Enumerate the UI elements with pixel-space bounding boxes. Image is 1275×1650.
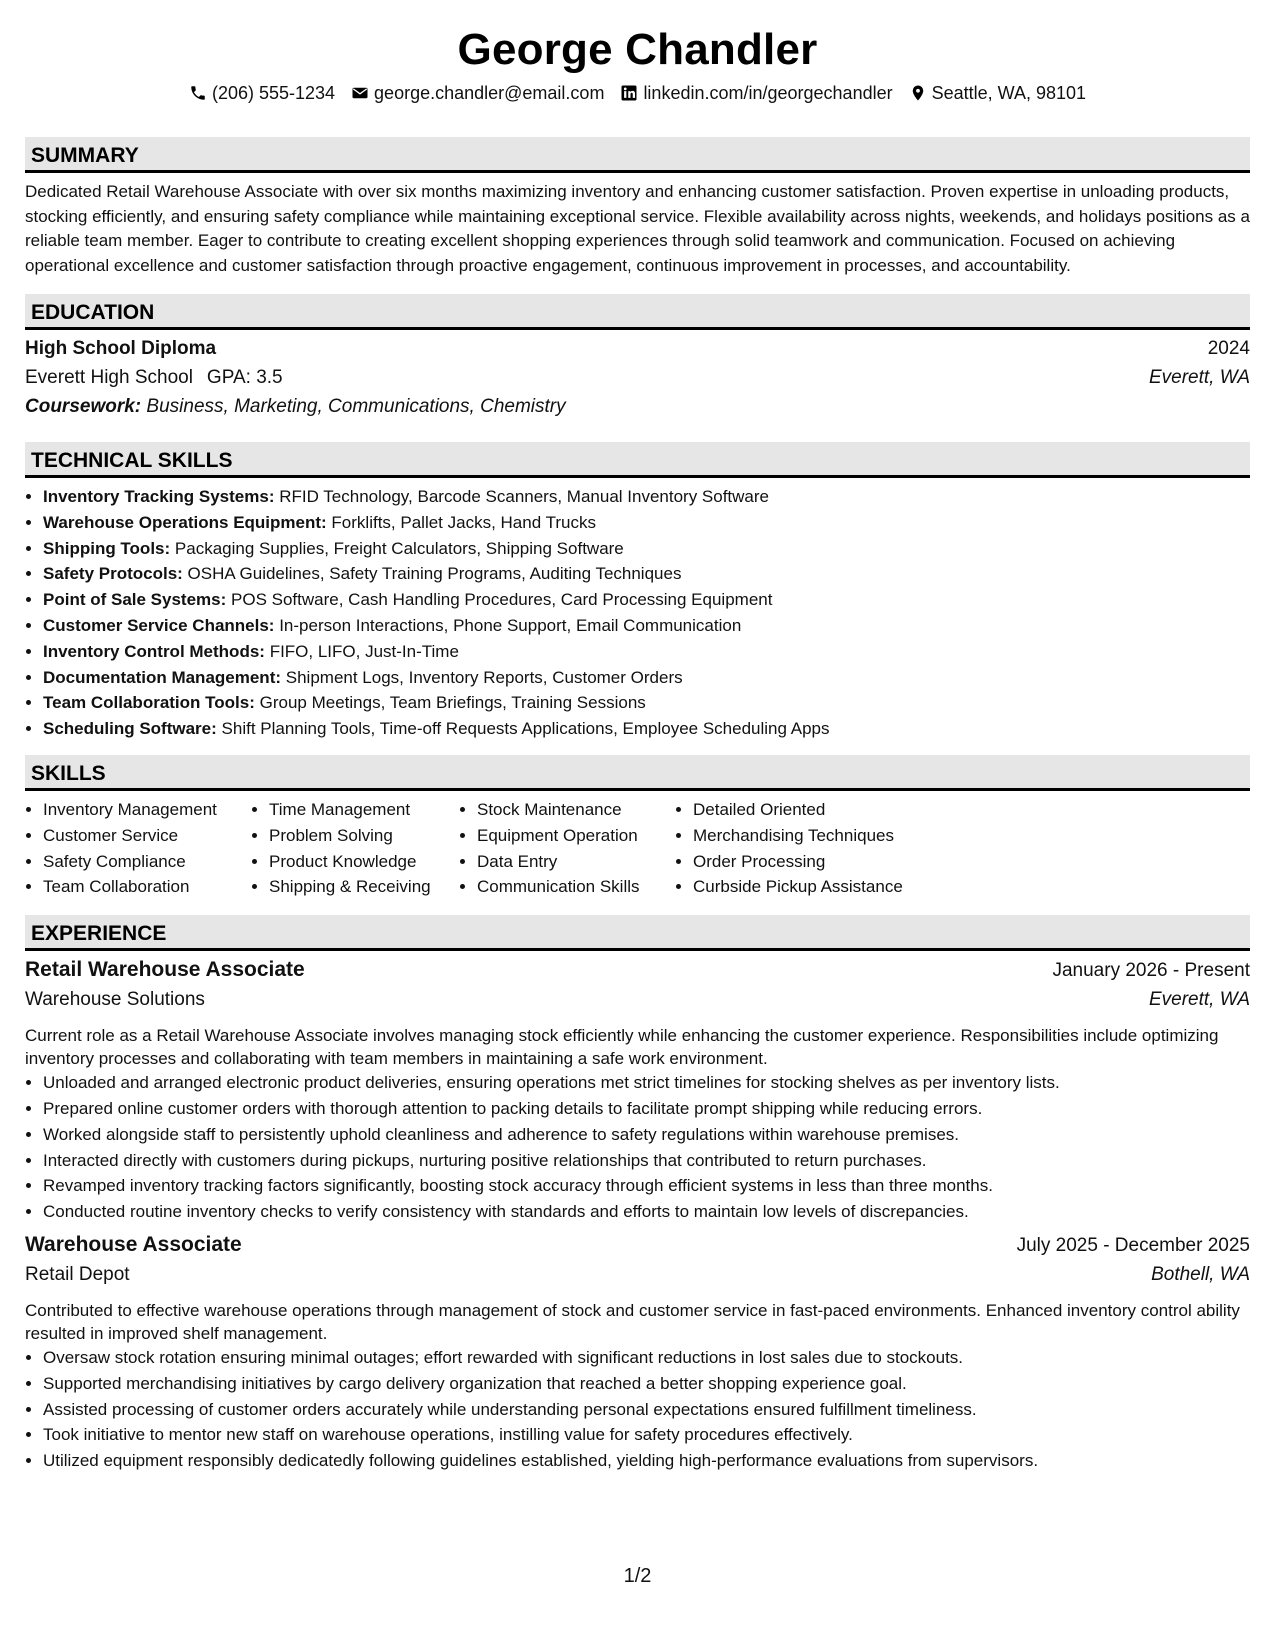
skill-values: Forklifts, Pallet Jacks, Hand Trucks [331,512,596,532]
skill-category: Point of Sale Systems: [43,590,227,610]
contact-email[interactable] [351,83,604,104]
skill-category: Scheduling Software: [43,719,217,739]
list-item: • Problem Solving [269,823,459,849]
list-item: • Unloaded and arranged electronic product deliveries, ensuring operations met strict timelines for stocking shelves as per inventory lists. [43,1070,1250,1096]
company-name: Warehouse Solutions [25,989,205,1011]
contact-location [909,83,1086,104]
list-item [43,639,1250,665]
list-item [43,484,1250,510]
list-item: • Supported merchandising initiatives by cargo delivery organization that reached a better shopping experience goal. [43,1371,1250,1397]
list-item: • Equipment Operation [477,823,675,849]
coursework-line [25,396,1250,425]
linkedin-icon [620,84,638,102]
list-item: • Time Management [269,797,459,823]
skills-heading: SKILLS [25,755,1250,791]
job-location: Bothell, WA [1151,1263,1250,1285]
education-entry [25,338,1250,425]
list-item: • Shipping & Receiving [269,874,459,900]
job-entry-2 [25,1233,1250,1474]
list-item: • Communication Skills [477,874,675,900]
job-title: Warehouse Associate [25,1232,242,1256]
school-name: Everett High School [25,367,193,388]
skill-category: Safety Protocols: [43,564,183,584]
skill-values: OSHA Guidelines, Safety Training Programs, Auditing Techniques [187,564,682,584]
skill-category: Warehouse Operations Equipment: [43,512,327,532]
skill-category: Inventory Tracking Systems: [43,487,275,506]
skill-values: Packaging Supplies, Freight Calculators, Shipping Software [174,538,624,558]
list-item: • Data Entry [477,849,675,875]
education-location: Everett, WA [1148,367,1250,388]
job-bullets [25,1345,1250,1474]
list-item: • Interacted directly with customers during pickups, nurturing positive relationships that contributed to return purchases. [43,1148,1250,1174]
list-item [43,510,1250,536]
list-item: • Revamped inventory tracking factors significantly, boosting stock accuracy through efficient systems in less than three months. [43,1173,1250,1199]
list-item: • Merchandising Techniques [693,823,953,849]
linkedin-text[interactable]: linkedin.com/in/georgechandler [643,82,893,103]
education-year: 2024 [1207,338,1250,359]
list-item: • Curbside Pickup Assistance [693,874,953,900]
contact-linkedin[interactable] [620,83,892,104]
phone-icon [189,84,207,102]
skill-category: Customer Service Channels: [43,615,275,635]
job-summary: Current role as a Retail Warehouse Associate involves managing stock efficiently while enhancing the customer experience. Responsibilities include optimizing inventory processes and collaborating with team members in maintaining a safe work environment. [25,1026,1219,1069]
list-item [43,536,1250,562]
skill-values: POS Software, Cash Handling Procedures, Card Processing Equipment [231,590,773,610]
job-entry-1 [25,958,1250,1225]
company-name: Retail Depot [25,1263,130,1285]
job-summary: Contributed to effective warehouse operations through management of stock and customer service in fast-paced environments. Enhanced inventory control ability resulted in improved shelf management. [25,1300,1240,1343]
list-item: • Inventory Management [43,797,251,823]
coursework-list: Business, Marketing, Communications, Chemistry [146,396,566,417]
skills-grid [25,797,1250,900]
list-item: • Product Knowledge [269,849,459,875]
job-location: Everett, WA [1148,989,1250,1011]
summary-heading: SUMMARY [25,137,1250,173]
job-dates: July 2025 - December 2025 [1016,1234,1250,1256]
list-item: • Safety Compliance [43,849,251,875]
gpa: GPA: 3.5 [206,367,283,388]
skill-values: Group Meetings, Team Briefings, Training Sessions [259,693,646,713]
skill-values: FIFO, LIFO, Just-In-Time [269,641,459,661]
list-item: • Assisted processing of customer orders accurately while understanding personal expectations ensured fulfillment timeliness. [43,1397,1250,1423]
page-number: 1/2 [623,1565,652,1587]
list-item: • Customer Service [43,823,251,849]
skills-column-4 [675,797,953,900]
degree: High School Diploma [25,338,217,359]
list-item: • Conducted routine inventory checks to verify consistency with standards and efforts to maintain low levels of discrepancies. [43,1199,1250,1225]
list-item: • Team Collaboration [43,874,251,900]
summary-text: Dedicated Retail Warehouse Associate with over six months maximizing inventory and enhancing customer satisfaction. Proven expertise in unloading products, stocking efficiently, and ensuring safety compliance while maintaining exceptional service. Flexible availability across nights, weekends, and holidays positions as a reliable team member. Eager to contribute to creating excellent shopping experiences through solid teamwork and communication. Focused on achieving operational excellence and customer satisfaction through proactive engagement, continuous improvement in processes, and accountability. [25,182,1250,275]
skills-column-3 [459,797,675,900]
list-item: • Detailed Oriented [693,797,953,823]
envelope-icon [351,84,369,102]
skill-values: Shipment Logs, Inventory Reports, Customer Orders [285,667,683,687]
education-heading: EDUCATION [25,294,1250,330]
list-item [43,690,1250,716]
skill-values: In-person Interactions, Phone Support, Email Communication [279,615,742,635]
list-item [43,613,1250,639]
map-pin-icon [909,84,927,102]
skill-values: RFID Technology, Barcode Scanners, Manual Inventory Software [279,487,770,506]
list-item: • Stock Maintenance [477,797,675,823]
job-bullets [25,1070,1250,1225]
list-item: • Worked alongside staff to persistently uphold cleanliness and adherence to safety regulations within warehouse premises. [43,1122,1250,1148]
list-item: • Oversaw stock rotation ensuring minimal outages; effort rewarded with significant reductions in lost sales due to stockouts. [43,1345,1250,1371]
job-title: Retail Warehouse Associate [25,958,305,982]
experience-heading: EXPERIENCE [25,915,1250,951]
email-text[interactable]: george.chandler@email.com [374,82,605,103]
skills-column-2 [251,797,459,900]
technical-skills-heading: TECHNICAL SKILLS [25,442,1250,478]
skill-category: Team Collaboration Tools: [43,693,255,713]
phone-text: (206) 555-1234 [211,82,336,103]
coursework-label: Coursework: [25,396,142,417]
list-item: • Utilized equipment responsibly dedicatedly following guidelines established, yielding high-performance evaluations from supervisors. [43,1448,1250,1474]
list-item [43,716,1250,742]
skill-values: Shift Planning Tools, Time-off Requests Applications, Employee Scheduling Apps [221,719,830,739]
location-text: Seattle, WA, 98101 [931,82,1087,103]
list-item [43,561,1250,587]
skills-column-1 [25,797,251,900]
technical-skills-list [25,484,1250,742]
skill-category: Documentation Management: [43,667,282,687]
candidate-name: George Chandler [457,25,818,74]
list-item: • Took initiative to mentor new staff on warehouse operations, instilling value for safety procedures effectively. [43,1422,1250,1448]
list-item: • Prepared online customer orders with thorough attention to packing details to facilitate prompt shipping while reducing errors. [43,1096,1250,1122]
job-dates: January 2026 - Present [1052,960,1250,982]
list-item [43,587,1250,613]
skill-category: Shipping Tools: [43,538,171,558]
contact-phone [189,83,335,104]
contact-bar [25,80,1250,106]
school-line [25,367,283,389]
list-item [43,665,1250,691]
list-item: • Order Processing [693,849,953,875]
skill-category: Inventory Control Methods: [43,641,265,661]
